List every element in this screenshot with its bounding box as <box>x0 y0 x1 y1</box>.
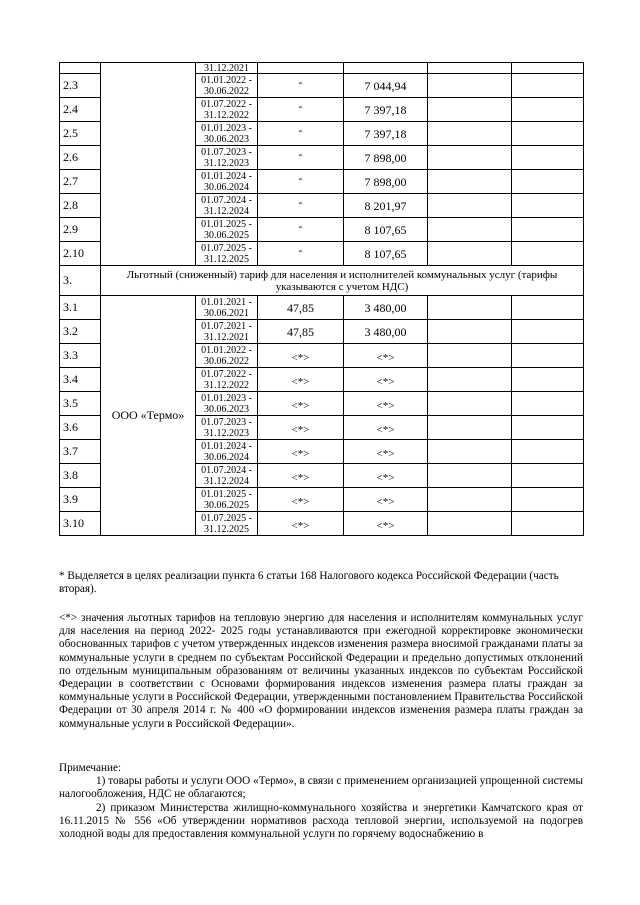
period-end: 31.12.2021 <box>196 63 258 74</box>
period-cell <box>196 98 258 122</box>
empty-cell <box>512 392 584 416</box>
empty-cell <box>512 146 584 170</box>
period-end: 31.12.2025 <box>204 253 249 265</box>
period-cell <box>196 512 258 536</box>
tariff-value-a-text: <*> <box>291 520 310 532</box>
section-header-text: Льготный (сниженный) тариф для населения и исполнителей коммунальных услуг (тарифы указываются с учетом НДС) <box>101 266 584 296</box>
period-start: 01.01.2023 - <box>201 122 252 134</box>
tariff-value-a <box>258 344 344 368</box>
period-cell <box>196 194 258 218</box>
period-start: 01.01.2022 - <box>201 344 252 356</box>
empty-cell <box>428 218 512 242</box>
tariff-value-b <box>344 218 428 242</box>
tariff-value-b-text: <*> <box>376 376 395 388</box>
row-number: 2.7 <box>60 170 101 194</box>
tariff-value-b <box>344 416 428 440</box>
tariff-value-a: - <box>258 122 344 146</box>
tariff-value-b <box>344 392 428 416</box>
empty-cell <box>428 392 512 416</box>
tariff-value-a <box>258 368 344 392</box>
period-start: 01.01.2025 - <box>201 488 252 500</box>
tariff-value-a <box>258 416 344 440</box>
tariff-value-b-text: <*> <box>376 520 395 532</box>
tariff-value-b <box>344 170 428 194</box>
empty-cell <box>512 170 584 194</box>
period-cell <box>196 320 258 344</box>
empty-cell <box>428 170 512 194</box>
empty-cell <box>512 320 584 344</box>
period-start: 01.07.2025 - <box>201 242 252 254</box>
tariff-value-a-text: <*> <box>291 376 310 388</box>
tariff-value-a <box>258 392 344 416</box>
period-cell <box>196 344 258 368</box>
tariff-value-a <box>258 320 344 344</box>
period-end: 30.06.2024 <box>204 451 249 463</box>
row-number: 3.7 <box>60 440 101 464</box>
tariff-value-a-text: <*> <box>291 472 310 484</box>
tariff-value-b <box>344 74 428 98</box>
period-start: 01.01.2024 - <box>201 170 252 182</box>
period-cell <box>196 488 258 512</box>
row-number: 2.3 <box>60 74 101 98</box>
empty-cell <box>428 194 512 218</box>
tariff-value-b-text: 8 107,65 <box>364 223 407 237</box>
period-end: 31.12.2023 <box>204 157 249 169</box>
period-cell <box>196 146 258 170</box>
period-end: 31.12.2024 <box>204 475 249 487</box>
empty-cell <box>512 368 584 392</box>
empty-cell <box>512 416 584 440</box>
period-start: 01.07.2023 - <box>201 146 252 158</box>
tariff-value-b <box>344 464 428 488</box>
row-number: 2.10 <box>60 242 101 266</box>
tariff-value-a <box>258 512 344 536</box>
empty-cell <box>428 122 512 146</box>
tariff-value-a-text: <*> <box>291 424 310 436</box>
tariff-value-a <box>258 488 344 512</box>
remarks <box>59 762 583 841</box>
org-cell-section2 <box>101 63 196 266</box>
period-start: 01.07.2022 - <box>201 368 252 380</box>
period-cell <box>196 170 258 194</box>
tariff-value-b-text: 8 107,65 <box>364 247 407 261</box>
tariff-value-a <box>258 464 344 488</box>
organization-name: ООО «Термо» <box>101 296 196 536</box>
tariff-value-b-text: <*> <box>376 448 395 460</box>
period-start: 01.01.2022 - <box>201 74 252 86</box>
tariff-value-b <box>344 296 428 320</box>
period-end: 31.12.2025 <box>204 523 249 535</box>
period-cell <box>196 218 258 242</box>
empty-cell <box>512 464 584 488</box>
empty-cell <box>428 440 512 464</box>
empty-cell <box>512 488 584 512</box>
period-end: 31.12.2023 <box>204 427 249 439</box>
row-number: 3.1 <box>60 296 101 320</box>
empty-cell <box>428 296 512 320</box>
empty-cell <box>428 146 512 170</box>
tariff-value-b <box>344 122 428 146</box>
period-start: 01.07.2022 - <box>201 98 252 110</box>
period-start: 01.07.2024 - <box>201 194 252 206</box>
tariff-value-b-text: 7 898,00 <box>364 175 407 189</box>
tariff-value-a-text: <*> <box>291 400 310 412</box>
tariff-value-b-text: <*> <box>376 496 395 508</box>
tariff-value-b <box>344 98 428 122</box>
period-end: 31.12.2021 <box>204 331 249 343</box>
period-end: 30.06.2022 <box>204 85 249 97</box>
tariff-value-b-text: <*> <box>376 472 395 484</box>
period-cell <box>196 440 258 464</box>
tariff-value-a-text: <*> <box>291 352 310 364</box>
section-header-row <box>60 266 584 296</box>
tariff-value-a <box>258 296 344 320</box>
row-number: 3.3 <box>60 344 101 368</box>
row-number: 3.5 <box>60 392 101 416</box>
period-start: 01.07.2024 - <box>201 464 252 476</box>
section-number: 3. <box>60 266 101 296</box>
row-number: 2.5 <box>60 122 101 146</box>
row-number: 2.9 <box>60 218 101 242</box>
footnote-angle-star <box>59 612 583 731</box>
period-cell <box>196 416 258 440</box>
period-end: 30.06.2021 <box>204 307 249 319</box>
period-cell <box>196 122 258 146</box>
period-end: 30.06.2025 <box>204 499 249 511</box>
tariff-value-a-text: 47,85 <box>287 325 314 339</box>
tariff-value-b-text: <*> <box>376 424 395 436</box>
period-start: 01.01.2021 - <box>201 296 252 308</box>
row-number: 3.8 <box>60 464 101 488</box>
row-number: 2.6 <box>60 146 101 170</box>
table-row <box>60 296 584 320</box>
tariff-value-b-text: 7 898,00 <box>364 151 407 165</box>
period-end: 31.12.2022 <box>204 379 249 391</box>
row-number: 3.6 <box>60 416 101 440</box>
tariff-value-b <box>344 320 428 344</box>
period-end: 31.12.2024 <box>204 205 249 217</box>
tariff-value-a <box>258 440 344 464</box>
footnote-star <box>59 570 583 596</box>
empty-cell <box>428 98 512 122</box>
remarks-title: Примечание: <box>59 762 122 774</box>
tariff-value-b-text: <*> <box>376 352 395 364</box>
tariff-value-b <box>344 512 428 536</box>
empty-cell <box>428 464 512 488</box>
tariff-value-b-text: 3 480,00 <box>364 301 407 315</box>
tariff-value-b-text: 7 397,18 <box>364 103 407 117</box>
tariff-value-b <box>344 368 428 392</box>
period-end: 30.06.2022 <box>204 355 249 367</box>
period-end: 30.06.2023 <box>204 133 249 145</box>
period-end: 30.06.2024 <box>204 181 249 193</box>
tariff-value-a: - <box>258 242 344 266</box>
tariff-value-a: - <box>258 146 344 170</box>
empty-cell <box>512 512 584 536</box>
empty-cell <box>512 194 584 218</box>
tariff-value-a-text: 47,85 <box>287 301 314 315</box>
row-number: 3.4 <box>60 368 101 392</box>
empty-cell <box>428 368 512 392</box>
footnote-star-text: * Выделяется в целях реализации пункта 6 статьи 168 Налогового кодекса Российской Федерации (часть вторая). <box>59 570 559 596</box>
tariff-value-b-text: 7 397,18 <box>364 127 407 141</box>
row-number: 3.10 <box>60 512 101 536</box>
period-start: 01.01.2025 - <box>201 218 252 230</box>
empty-cell <box>512 218 584 242</box>
remarks-item-2: 2) приказом Министерства жилищно-коммунального хозяйства и энергетики Камчатского края от 16.11.2015 № 556 «Об утверждении нормативов расхода тепловой энергии, используемой на подогрев холодной воды для предоставления коммунальной услуги по горячему водоснабжению в <box>59 801 583 841</box>
tariff-table <box>59 62 584 536</box>
tariff-value-a-text: <*> <box>291 448 310 460</box>
empty-cell <box>512 296 584 320</box>
tariff-value-b <box>344 440 428 464</box>
footnote-angle-star-text: <*> значения льготных тарифов на тепловую энергию для населения и исполнителям коммунальных услуг для населения на период 2022- 2025 годы устанавливаются при ежегодной корректировке экономически обоснованных тарифов с учетом утвержденных индексов изменения размера вносимой гражданами платы за коммунальные услуги в среднем по субъектам Российской Федерации и предельно допустимых отклонений по отдельным муниципальным образованиям от величины указанных индексов по субъектам Российской Федерации в соответствии с Основами формирования индексов изменения размера платы граждан за коммунальные услуги в Российской Федерации, утвержденными постановлением Правительства Российской Федерации от 30 апреля 2014 г. № 400 «О формировании индексов изменения размера платы граждан за коммунальные услуги в Российской Федерации». <box>59 612 583 730</box>
tariff-value-a: - <box>258 74 344 98</box>
tariff-value-b-text: 7 044,94 <box>364 79 407 93</box>
tariff-value-b-text: <*> <box>376 400 395 412</box>
tariff-value-b <box>344 194 428 218</box>
period-start: 01.01.2023 - <box>201 392 252 404</box>
empty-cell <box>512 122 584 146</box>
empty-cell <box>428 242 512 266</box>
tariff-value-b-text: 8 201,97 <box>364 199 407 213</box>
row-number: 2.4 <box>60 98 101 122</box>
empty-cell <box>512 344 584 368</box>
period-cell <box>196 368 258 392</box>
tariff-value-a: - <box>258 194 344 218</box>
tariff-value-b <box>344 488 428 512</box>
period-cell <box>196 242 258 266</box>
empty-cell <box>428 488 512 512</box>
row-number: 3.9 <box>60 488 101 512</box>
period-cell <box>196 74 258 98</box>
empty-cell <box>428 344 512 368</box>
empty-cell <box>428 416 512 440</box>
empty-cell <box>512 98 584 122</box>
tariff-value-a: - <box>258 98 344 122</box>
row-number: 2.8 <box>60 194 101 218</box>
empty-cell <box>512 74 584 98</box>
tariff-value-b <box>344 344 428 368</box>
period-end: 30.06.2023 <box>204 403 249 415</box>
tariff-value-a-text: <*> <box>291 496 310 508</box>
tariff-value-a: - <box>258 218 344 242</box>
period-end: 31.12.2022 <box>204 109 249 121</box>
empty-cell <box>428 512 512 536</box>
period-cell <box>196 392 258 416</box>
empty-cell <box>512 440 584 464</box>
empty-cell <box>512 242 584 266</box>
row-number: 3.2 <box>60 320 101 344</box>
empty-cell <box>428 74 512 98</box>
tariff-value-b <box>344 146 428 170</box>
table-row-partial <box>60 63 584 74</box>
period-end: 30.06.2025 <box>204 229 249 241</box>
tariff-value-b-text: 3 480,00 <box>364 325 407 339</box>
period-start: 01.07.2021 - <box>201 320 252 332</box>
tariff-value-b <box>344 242 428 266</box>
period-cell <box>196 464 258 488</box>
remarks-item-1: 1) товары работы и услуги ООО «Термо», в связи с применением организацией упрощенной системы налогообложения, НДС не облагаются; <box>59 775 583 801</box>
period-cell <box>196 296 258 320</box>
tariff-value-a: - <box>258 170 344 194</box>
period-start: 01.07.2025 - <box>201 512 252 524</box>
period-start: 01.01.2024 - <box>201 440 252 452</box>
period-start: 01.07.2023 - <box>201 416 252 428</box>
empty-cell <box>428 320 512 344</box>
